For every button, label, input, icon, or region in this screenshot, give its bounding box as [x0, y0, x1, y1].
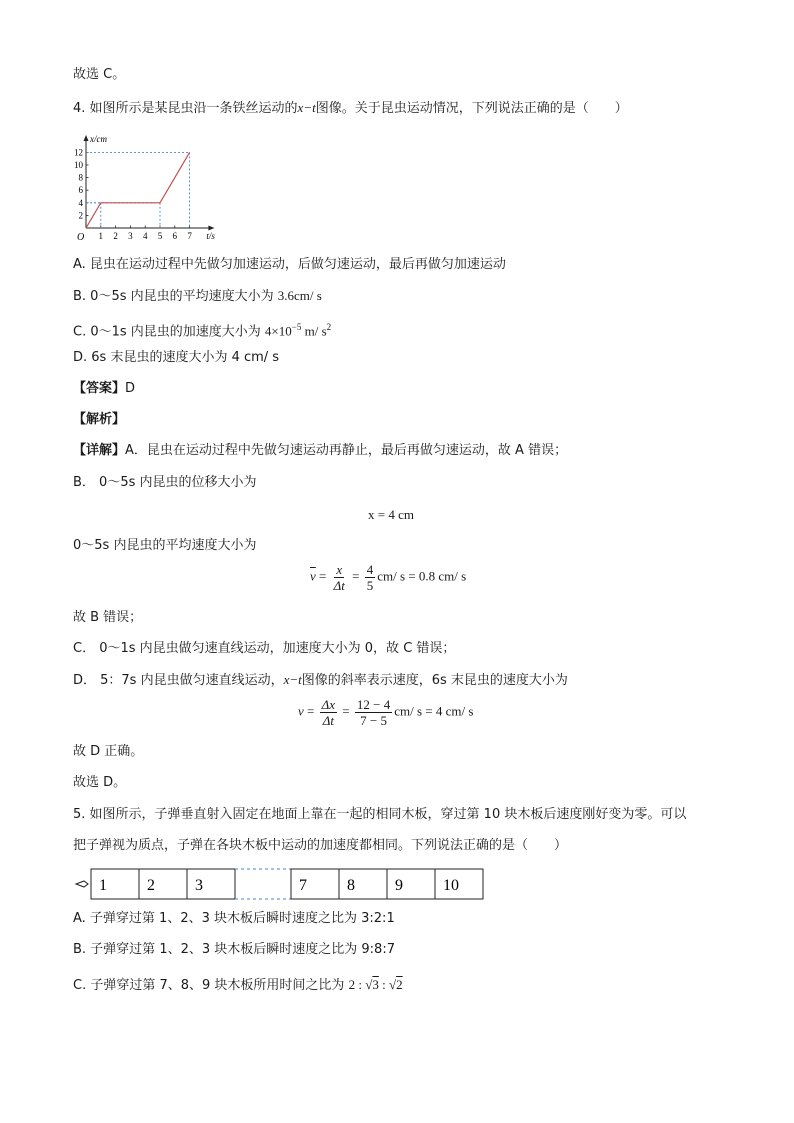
- x-axis-arrow: [208, 226, 214, 231]
- y-tick-label: 2: [78, 210, 83, 221]
- option-a: A. 昆虫在运动过程中先做匀加速运动，后做匀速运动，最后再做匀加速运动: [73, 257, 506, 272]
- analysis-heading: 【解析】: [73, 412, 126, 427]
- x-tick-label: 5: [157, 231, 163, 241]
- x-tick-label: 2: [113, 231, 118, 241]
- y-tick-label: 8: [78, 172, 83, 183]
- y-tick-label: 6: [78, 185, 83, 196]
- option-d: D. 6s 末昆虫的速度大小为 4 cm/ s: [73, 350, 280, 365]
- board-label: 8: [347, 877, 355, 894]
- x-tick-label: 3: [128, 231, 133, 241]
- d-right: 故 D 正确。: [73, 744, 144, 759]
- origin-label: O: [77, 232, 85, 243]
- final-answer: 故选 D。: [73, 775, 127, 790]
- average-velocity-equation: $\overline{v}$ = $\frac{x}{\Delta t}$ = $\frac{4}{5}$ cm/ s = 0.8 cm/ s: [310, 562, 467, 593]
- detail-c: C． 0～1s 内昆虫做匀速直线运动，加速度大小为 0，故 C 错误；: [73, 641, 456, 656]
- detail-d: D． 5：7s 内昆虫做匀速直线运动，x−t图像的斜率表示速度，6s 末昆虫的速度大小为: [73, 672, 568, 688]
- y-axis-arrow: [84, 135, 89, 141]
- y-axis-label: x/cm: [90, 133, 107, 144]
- question-5-stem-1: 5. 如图所示，子弹垂直射入固定在地面上靠在一起的相同木板，穿过第 10 块木板后速度刚好变为零。可以: [73, 807, 687, 822]
- series-line: [86, 152, 190, 228]
- x-axis-label: t/s: [206, 231, 215, 241]
- x-tick-label: 1: [98, 231, 104, 241]
- b-wrong: 故 B 错误；: [73, 610, 143, 625]
- board-label: 2: [147, 877, 155, 894]
- y-tick-label: 12: [74, 147, 83, 158]
- y-tick-label: 4: [78, 197, 83, 208]
- q5-option-b: B. 子弹穿过第 1、2、3 块木板后瞬时速度之比为 9:8:7: [73, 942, 395, 957]
- detail-a: 【详解】A．昆虫在运动过程中先做匀速运动再静止，最后再做匀速运动，故 A 错误；: [73, 443, 568, 458]
- question-4-stem: 4. 如图所示是某昆虫沿一条铁丝运动的x−t图像。关于昆虫运动情况，下列说法正确的是（ ）: [73, 100, 628, 116]
- board-label: 1: [99, 877, 107, 894]
- answer-line: 【答案】D: [73, 381, 136, 396]
- board-label: 7: [299, 877, 307, 894]
- option-c: C. 0～1s 内昆虫的加速度大小为 $4\times 10^{-5}$ m/ $s^2$: [73, 322, 332, 340]
- y-tick-label: 10: [74, 160, 83, 170]
- velocity-equation: v = $\frac{\Delta x}{\Delta t}$ = $\frac{12 - 4}{7 - 5}$ cm/ s = 4 cm/ s: [298, 697, 474, 728]
- board-label: 10: [443, 877, 459, 894]
- q5-option-c: C. 子弹穿过第 7、8、9 块木板所用时间之比为 2 : √3 : √2: [73, 977, 403, 993]
- board-label: 9: [395, 877, 403, 894]
- x-t-chart: [70, 125, 230, 247]
- prev-answer-line: 故选 C。: [73, 67, 126, 82]
- boards-diagram: [74, 867, 494, 901]
- x-tick-label: 7: [187, 231, 192, 241]
- q5-option-a: A. 子弹穿过第 1、2、3 块木板后瞬时速度之比为 3:2:1: [73, 911, 395, 926]
- x-tick-label: 4: [142, 231, 148, 241]
- board-label: 3: [195, 877, 203, 894]
- question-5-stem-2: 把子弹视为质点，子弹在各块木板中运动的加速度都相同。下列说法正确的是（ ）: [73, 838, 568, 853]
- bullet-icon: [76, 881, 88, 887]
- detail-b: B． 0～5s 内昆虫的位移大小为: [73, 475, 257, 490]
- displacement-equation: x = 4 cm: [368, 507, 414, 522]
- x-tick-label: 6: [172, 231, 178, 241]
- average-velocity-intro: 0～5s 内昆虫的平均速度大小为: [73, 538, 257, 553]
- option-b: B. 0～5s 内昆虫的平均速度大小为 3.6cm/ s: [73, 288, 322, 304]
